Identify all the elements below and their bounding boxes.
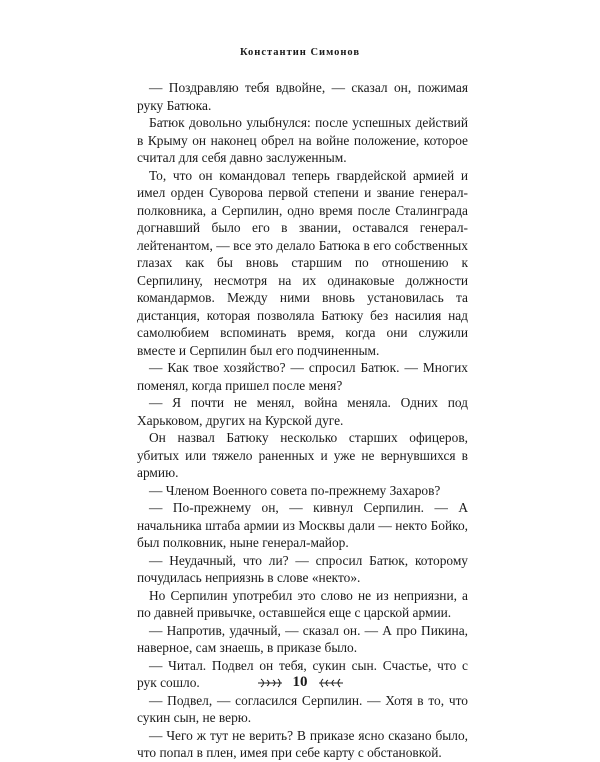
paragraph: Батюк довольно улыбнулся: после успешных действий в Крыму он наконец обрел на войне положение, которое считал для себя давно заслуженным. <box>137 115 468 165</box>
paragraph: — Подвел, — согласился Серпилин. — Хотя в то, что сукин сын, не верю. <box>137 692 468 725</box>
page-footer <box>0 674 600 691</box>
paragraph: — Как твое хозяйство? — спросил Батюк. — Многих поменял, когда пришел после меня? <box>137 360 468 393</box>
paragraph: — Чего ж тут не верить? В приказе ясно сказано было, что попал в плен, имея при себе карту с обстановкой. <box>137 727 468 760</box>
paragraph: — Членом Военного совета по-прежнему Захаров? <box>149 482 441 498</box>
paragraph: — По-прежнему он, — кивнул Серпилин. — А начальника штаба армии из Москвы дали — некто Бойко, был полковник, ныне генерал-майор. <box>137 500 468 550</box>
paragraph: То, что он командовал теперь гвардейской армией и имел орден Суворова первой степени и звание генерал-полковника, а Серпилин, одно время после Сталинграда догнавший было его в звании, оставался генерал-лейтенантом, — все это делало Батюка в его собственных глазах как бы вновь старшим по отношению к Серпилину, несмотря на их одинаковые должности командармов. Между ними вновь установилась та дистанция, которая позволяла Батюку без насилия над самолюбием вспоминать время, когда они служили вместе и Серпилин был его подчиненным. <box>137 167 468 358</box>
page-number: 10 <box>292 674 308 690</box>
paragraph: — Неудачный, что ли? — спросил Батюк, которому почудилась неприязнь в слове «некто». <box>137 552 468 585</box>
left-ornament-icon <box>257 677 283 689</box>
paragraph: — Поздравляю тебя вдвойне, — сказал он, пожимая руку Батюка. <box>137 80 468 113</box>
right-ornament-icon <box>318 677 344 689</box>
paragraph: Но Серпилин употребил это слово не из неприязни, а по давней привычке, оставшейся еще с царской армии. <box>137 587 468 620</box>
body-text <box>137 79 468 762</box>
running-head: Константин Симонов <box>239 47 361 58</box>
paragraph: — Напротив, удачный, — сказал он. — А про Пикина, наверное, сам знаешь, в приказе было. <box>137 622 468 655</box>
paragraph: Он назвал Батюку несколько старших офицеров, убитых или тяжело раненных и уже не вернувшихся в армию. <box>137 430 468 480</box>
paragraph: — Читал. Подвел он тебя, сукин сын. Счастье, что с рук сошло. <box>137 657 468 690</box>
paragraph: — Я почти не менял, война меняла. Одних под Харьковом, других на Курской дуге. <box>137 395 468 428</box>
